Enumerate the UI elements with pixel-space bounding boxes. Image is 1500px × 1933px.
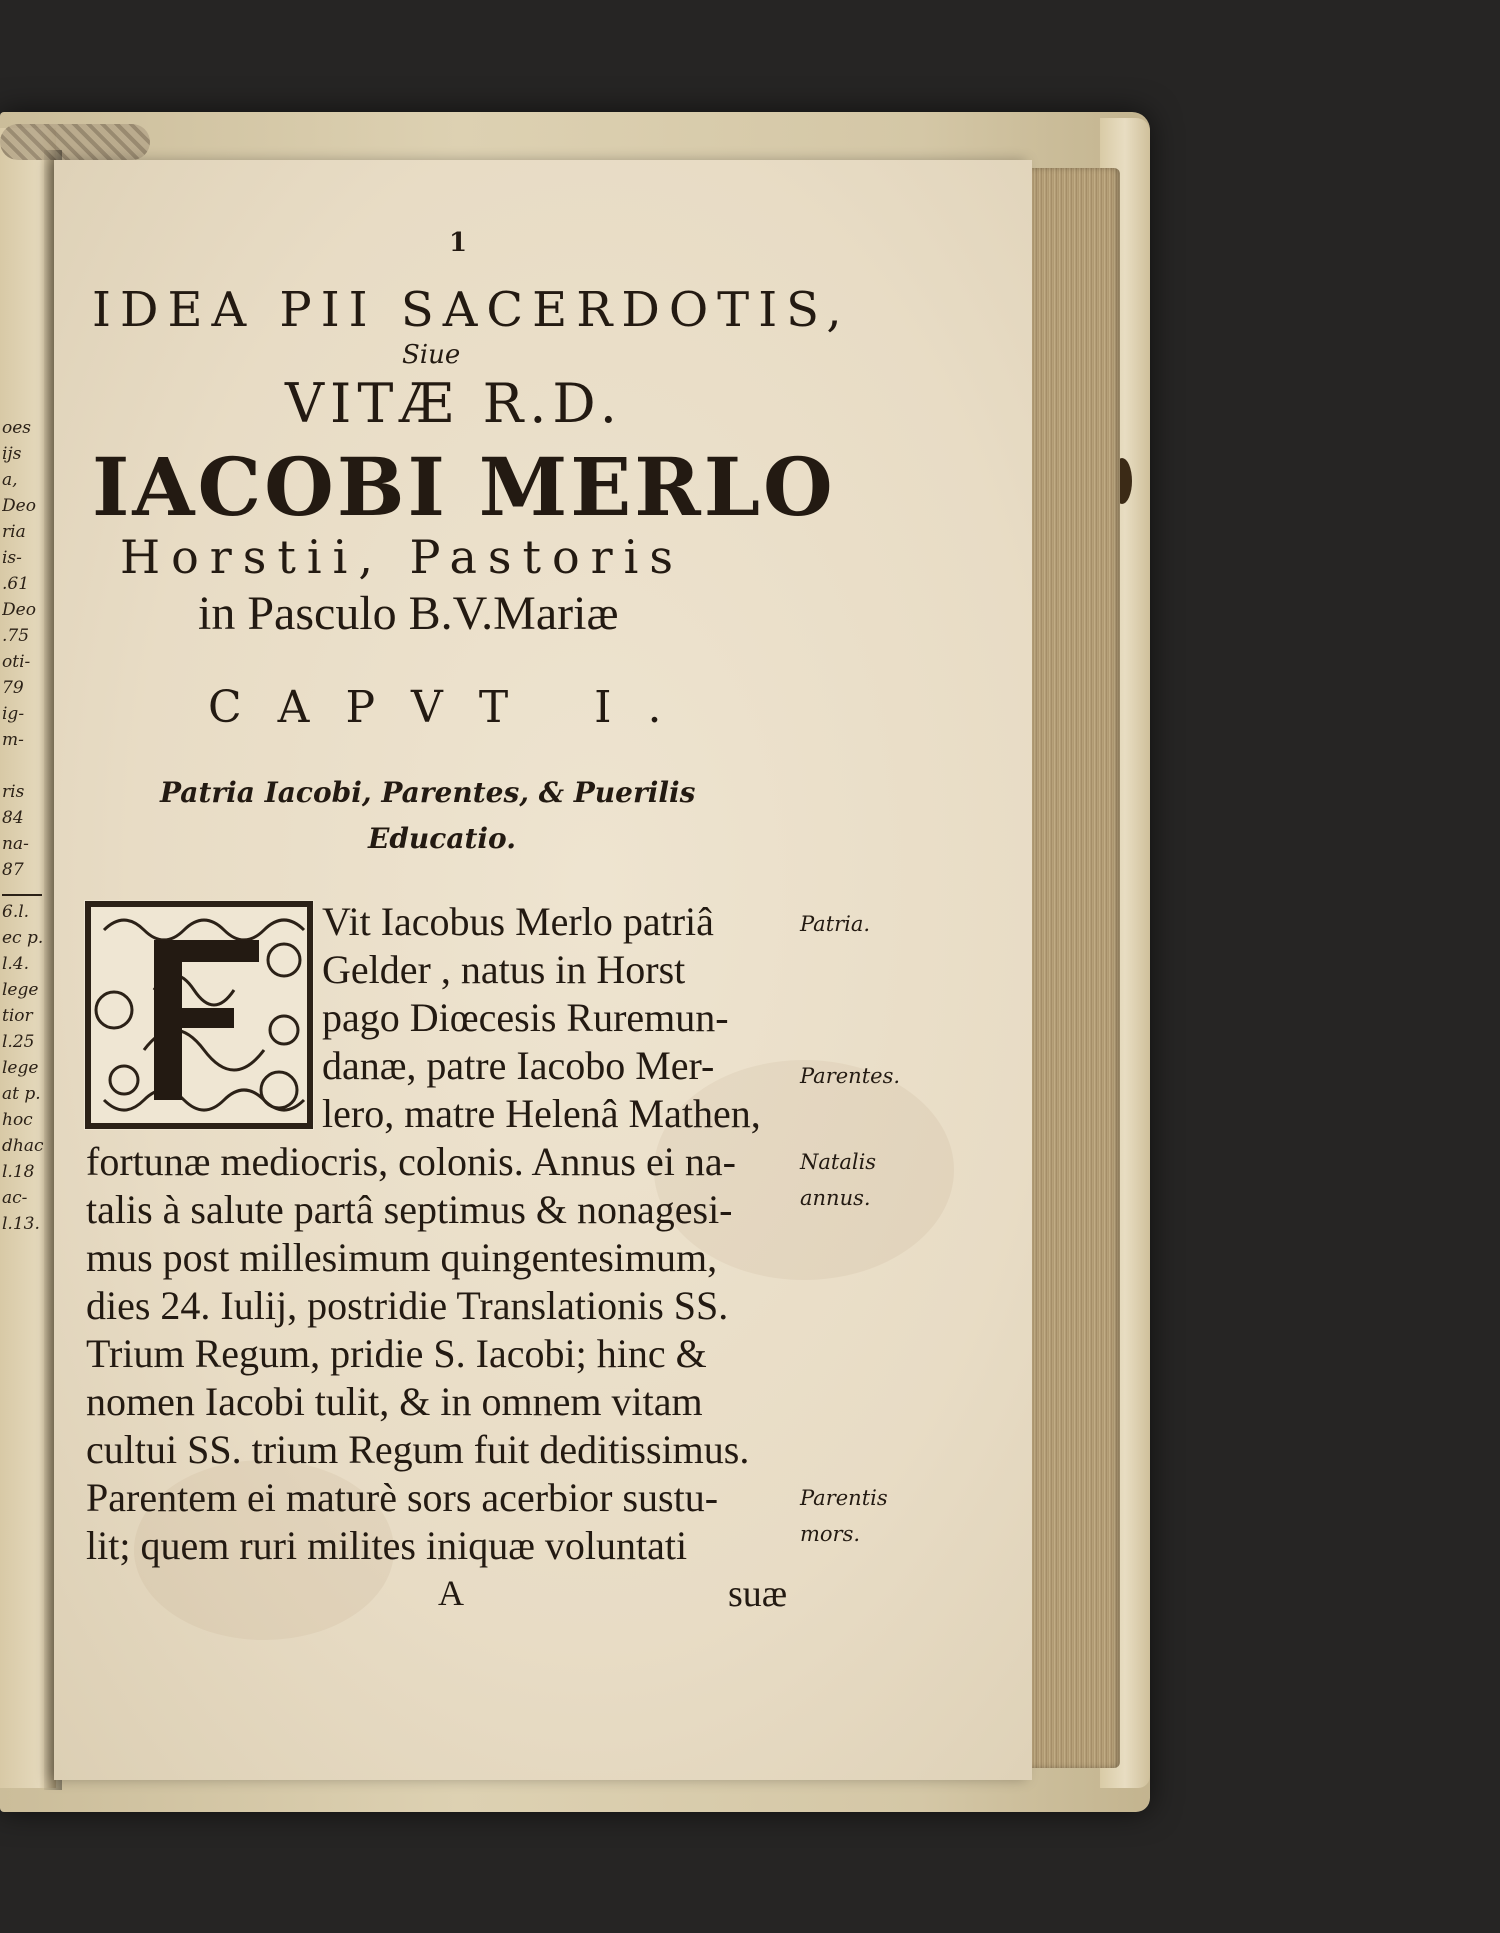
margin-note: Deo: [2, 602, 36, 620]
margin-note: 6.l.: [2, 904, 30, 922]
margin-note: lege: [2, 1060, 39, 1078]
margin-note: dhac: [2, 1138, 44, 1156]
margin-note: Deo: [2, 498, 36, 516]
side-note-parentes: Parentes.: [800, 1064, 901, 1088]
title-pasculo: in Pasculo B.V.Mariæ: [198, 587, 619, 640]
margin-note: ijs: [2, 446, 22, 464]
margin-note: ris: [2, 784, 25, 802]
text-line: mus post millesimum quingentesimum,: [86, 1235, 718, 1280]
verso-margin-notes: [2, 420, 46, 1242]
text-line: talis à salute partâ septimus & nonagesi-: [86, 1187, 733, 1232]
margin-note: .61: [2, 576, 30, 594]
margin-note: ria: [2, 524, 26, 542]
chapter-rubric: Educatio.: [368, 822, 516, 855]
text-line: Vit Iacobus Merlo patriâ: [322, 899, 714, 944]
title-name: IACOBI MERLO: [92, 440, 836, 534]
text-line: cultui SS. trium Regum fuit deditissimus.: [86, 1427, 750, 1472]
margin-note: l.25: [2, 1034, 35, 1052]
text-line: lero, matre Helenâ Mathen,: [322, 1091, 761, 1136]
chapter-heading: CAPVT I.: [208, 682, 698, 733]
binding-thread: [0, 124, 150, 160]
margin-note: oti-: [2, 654, 31, 672]
margin-note: na-: [2, 836, 29, 854]
margin-note: is-: [2, 550, 22, 568]
margin-note: ec p.: [2, 930, 44, 948]
text-line: Parentem ei maturè sors acerbior sustu-: [86, 1475, 719, 1520]
margin-note: [2, 758, 46, 784]
margin-note: l.4.: [2, 956, 30, 974]
text-line: Gelder , natus in Horst: [322, 947, 686, 992]
margin-note: l.13.: [2, 1216, 40, 1234]
text-line: nomen Iacobi tulit, & in omnem vitam: [86, 1379, 703, 1424]
text-line: pago Diœcesis Ruremun-: [322, 995, 729, 1040]
margin-note: m-: [2, 732, 24, 750]
side-note-annus: annus.: [800, 1186, 871, 1210]
margin-note: l.18: [2, 1164, 35, 1182]
signature-mark: A: [438, 1573, 464, 1613]
margin-note: ig-: [2, 706, 25, 724]
margin-note: oes: [2, 420, 32, 438]
decorated-initial: [84, 900, 314, 1130]
ornament-icon: [84, 900, 314, 1130]
text-line: fortunæ mediocris, colonis. Annus ei na-: [86, 1139, 736, 1184]
margin-note: 84: [2, 810, 24, 828]
catchword: suæ: [728, 1573, 788, 1615]
margin-note: a,: [2, 472, 18, 490]
chapter-rubric: Patria Iacobi, Parentes, & Puerilis: [160, 776, 696, 809]
margin-note: 79: [2, 680, 24, 698]
text-line: Trium Regum, pridie S. Iacobi; hinc &: [86, 1331, 707, 1376]
title-vitae: VITÆ R.D.: [285, 372, 623, 435]
margin-note: 87: [2, 862, 24, 880]
text-line: danæ, patre Iacobo Mer-: [322, 1043, 715, 1088]
margin-note: at p.: [2, 1086, 41, 1104]
side-note-mors: mors.: [800, 1522, 861, 1546]
margin-note: hoc: [2, 1112, 33, 1130]
title-conjunction: Siue: [402, 340, 461, 370]
text-line: dies 24. Iulij, postridie Translationis SS.: [86, 1283, 729, 1328]
margin-note: .75: [2, 628, 30, 646]
title-line: IDEA PII SACERDOTIS,: [92, 282, 851, 338]
page-number: 1: [449, 228, 468, 258]
text-line: lit; quem ruri milites iniquæ voluntati: [86, 1523, 688, 1568]
side-note-parentis: Parentis: [800, 1486, 888, 1510]
margin-note: tior: [2, 1008, 33, 1026]
margin-note: ac-: [2, 1190, 28, 1208]
title-horstii: Horstii, Pastoris: [120, 530, 684, 584]
side-note-patria: Patria.: [800, 912, 871, 936]
margin-divider: [2, 894, 42, 896]
page-edges: [1028, 168, 1120, 1768]
side-note-natalis: Natalis: [800, 1150, 877, 1174]
margin-note: lege: [2, 982, 39, 1000]
